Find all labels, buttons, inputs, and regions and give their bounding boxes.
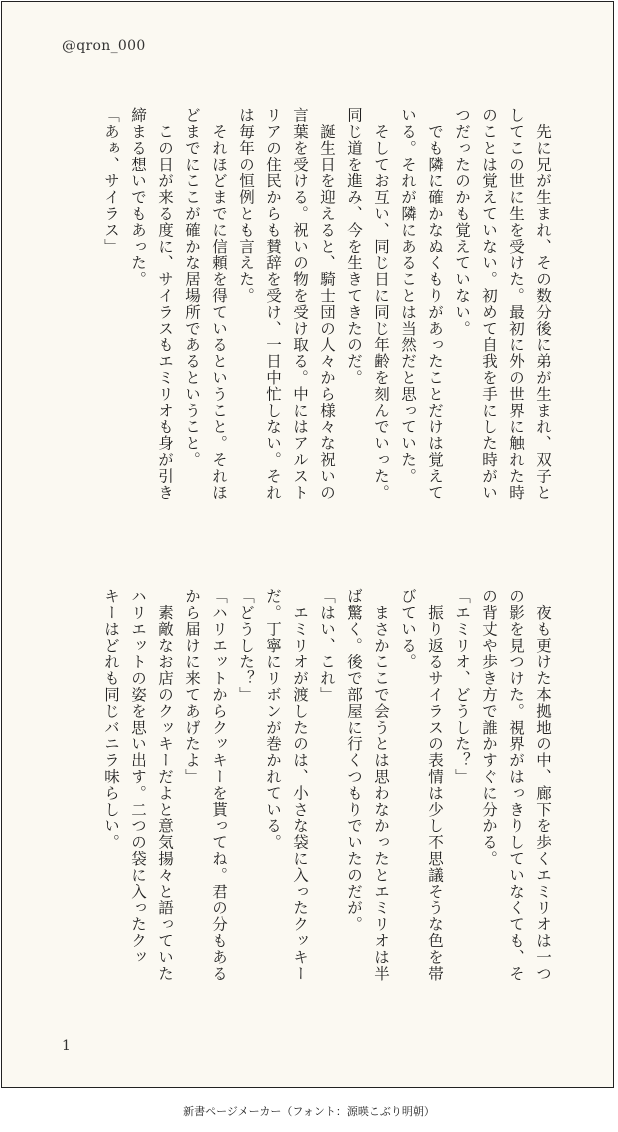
text-column: は毎年の恒例とも言えた。: [237, 107, 255, 304]
text-column: ハリエットの姿を思い出す。二つの袋に入ったクッ: [129, 588, 147, 966]
text-column: エミリオが渡したのは、小さな袋に入ったクッキー: [291, 588, 309, 982]
lower-text-block: [97, 588, 556, 1028]
upper-text-block: [97, 107, 556, 547]
book-page: [1, 1, 614, 1088]
author-handle: @qron_000: [62, 38, 146, 54]
text-column: 先に兄が生まれ、その数分後に弟が生まれ、双子と: [534, 107, 552, 501]
text-column: 同じ道を進み、今を生きてきたのだ。: [345, 107, 363, 386]
text-column: でも隣に確かなぬくもりがあったことだけは覚えて: [426, 107, 444, 501]
text-column: のことは覚えていない。初めて自我を手にした時がい: [480, 107, 498, 501]
text-column: 素敵なお店のクッキーだよと意気揚々と語っていた: [156, 588, 174, 982]
text-column: まさかここで会うとは思わなかったとエミリオは半: [372, 588, 390, 982]
text-column: 言葉を受ける。祝いの物を受け取る。中にはアルスト: [291, 107, 309, 501]
text-column: それほどまでに信頼を得ているということ。それほ: [210, 107, 228, 501]
generator-credit: 新書ページメーカー（フォント：源暎こぶり明朝）: [183, 1105, 435, 1118]
page-number: 1: [62, 1038, 71, 1054]
text-column: リアの住民からも賛辞を受け、一日中忙しない。それ: [264, 107, 282, 501]
text-column: から届けに来てあげたよ」: [183, 588, 201, 785]
text-column: だ。丁寧にリボンが巻かれている。: [264, 588, 282, 851]
text-column: 振り返るサイラスの表情は少し不思議そうな色を帯: [426, 588, 444, 982]
text-column: びている。: [399, 588, 417, 670]
text-column: 夜も更けた本拠地の中、廊下を歩くエミリオは一つ: [534, 588, 552, 982]
text-column: の背丈や歩き方で誰かすぐに分かる。: [480, 588, 498, 867]
text-column: そしてお互い、同じ日に同じ年齢を刻んでいった。: [372, 107, 390, 501]
text-column: つだったのかも覚えていない。: [453, 107, 471, 337]
text-column: 「エミリオ、どうした？」: [453, 588, 471, 785]
text-column: どまでにここが確かな居場所であるということ。: [183, 107, 201, 468]
text-column: 「どうした？」: [237, 588, 255, 703]
text-column: キーはどれも同じバニラ味らしい。: [102, 588, 120, 851]
text-column: 締まる想いでもあった。: [129, 107, 147, 288]
text-column: してこの世に生を受けた。最初に外の世界に触れた時: [507, 107, 525, 501]
text-column: いる。それが隣にあることは当然だと思っていた。: [399, 107, 417, 485]
text-column: の影を見つけた。視界がはっきりしていなくても、そ: [507, 588, 525, 982]
text-column: 「はい、これ」: [318, 588, 336, 703]
text-column: 「ハリエットからクッキーを貰ってね。君の分もある: [210, 588, 228, 982]
text-column: ば驚く。後で部屋に行くつもりでいたのだが。: [345, 588, 363, 933]
text-column: 誕生日を迎えると、騎士団の人々から様々な祝いの: [318, 107, 336, 501]
text-column: 「あぁ、サイラス」: [102, 107, 120, 255]
text-column: この日が来る度に、サイラスもエミリオも身が引き: [156, 107, 174, 501]
